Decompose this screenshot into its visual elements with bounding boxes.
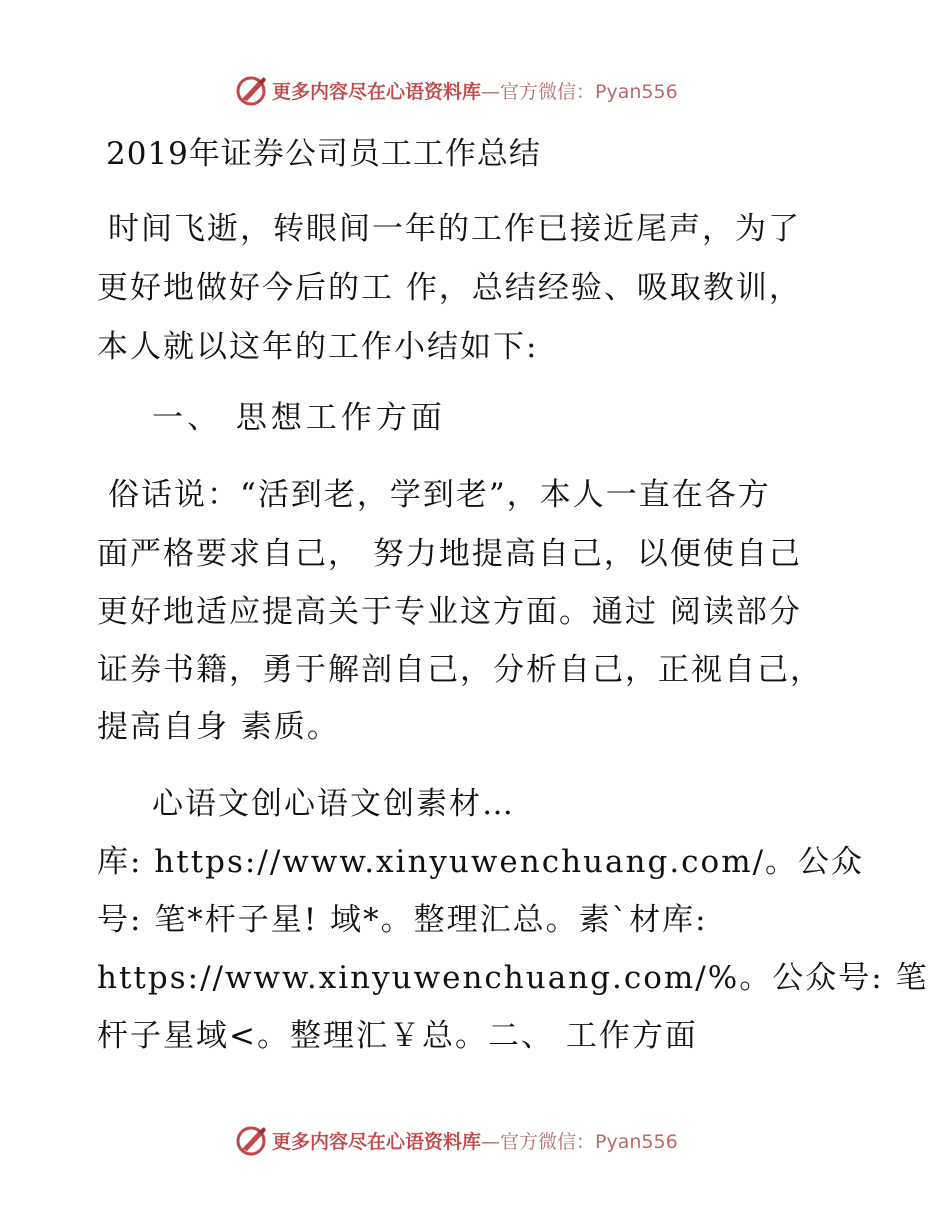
footer-banner xyxy=(234,1123,678,1157)
body-line: 号: 笔*杆子星! 域*。整理汇总。素`材库: xyxy=(97,902,708,938)
banner-text: 更多内容尽在心语资料库—官方微信：Pyan556 xyxy=(272,1130,678,1153)
brush-pen-logo-icon xyxy=(234,73,268,107)
body-line: https://www.xinyuwenchuang.com/%。公众号: 笔 xyxy=(97,960,929,996)
body-line: 更好地做好今后的工 作，总结经验、吸取教训， xyxy=(97,270,802,306)
banner-text: 更多内容尽在心语资料库—官方微信：Pyan556 xyxy=(272,80,678,103)
body-line: 俗话说：“活到老，学到老”，本人一直在各方 xyxy=(108,477,771,513)
body-line: 面严格要求自己， 努力地提高自己，以便使自己 xyxy=(97,536,802,572)
body-line: 本人就以这年的工作小结如下: xyxy=(97,329,539,365)
section-heading: 一、 思想工作方面 xyxy=(152,400,446,436)
body-line: 提高自身 素质。 xyxy=(97,709,340,745)
body-line: 时间飞逝，转眼间一年的工作已接近尾声，为了 xyxy=(108,211,801,247)
body-line: 库: https://www.xinyuwenchuang.com/。公众 xyxy=(97,844,865,880)
header-banner xyxy=(234,73,678,107)
document-title: 2019年证券公司员工工作总结 xyxy=(106,136,541,172)
body-line: 心语文创心语文创素材… xyxy=(152,786,515,822)
body-line: 杆子星域<。整理汇￥总。二、 工作方面 xyxy=(97,1018,698,1054)
body-line: 证券书籍，勇于解剖自己，分析自己，正视自己， xyxy=(97,652,823,688)
brush-pen-logo-icon xyxy=(234,1123,268,1157)
body-line: 更好地适应提高关于专业这方面。通过 阅读部分 xyxy=(97,594,802,630)
